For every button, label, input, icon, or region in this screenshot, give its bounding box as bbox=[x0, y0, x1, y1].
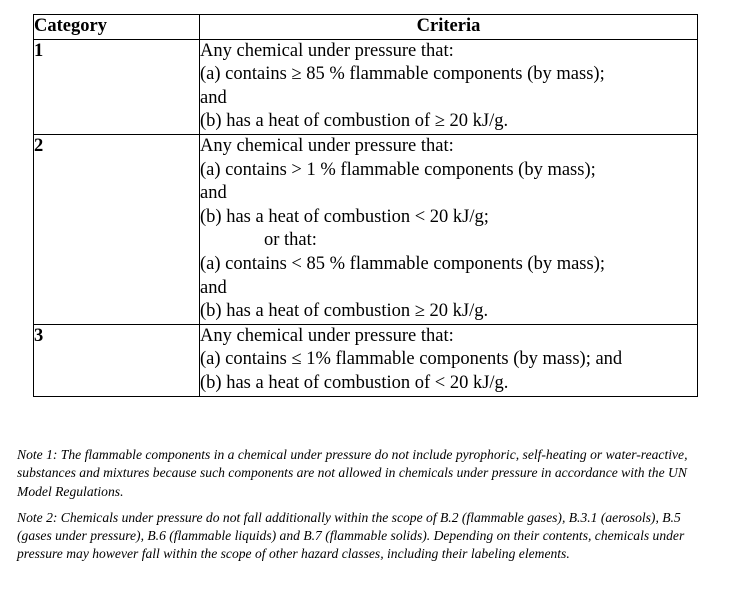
criteria-line: (b) has a heat of combustion of < 20 kJ/g. bbox=[200, 372, 509, 393]
category-cell: 1 bbox=[34, 39, 200, 134]
criteria-line: or that: bbox=[264, 230, 317, 251]
criteria-line: (a) contains ≤ 1% flammable components (by mass); and bbox=[200, 349, 623, 370]
criteria-table bbox=[33, 14, 698, 397]
header-criteria: Criteria bbox=[200, 15, 698, 40]
criteria-line: and bbox=[200, 277, 227, 298]
table-header-row bbox=[34, 15, 698, 40]
category-cell: 2 bbox=[34, 134, 200, 324]
note-2: Note 2: Chemicals under pressure do not fall additionally within the scope of B.2 (flammable gases), B.3.1 (aerosols), B.5 (gases under pressure), B.6 (flammable liquids) and B.7 (flammable solids). Depending on their contents, chemicals under pressure may however fall within the scope of other hazard classes, including their labeling elements. bbox=[17, 509, 685, 562]
criteria-line: (a) contains > 1 % flammable components (by mass); bbox=[200, 159, 596, 180]
criteria-line: Any chemical under pressure that: bbox=[200, 325, 454, 346]
table-row bbox=[34, 39, 698, 134]
criteria-line: (b) has a heat of combustion < 20 kJ/g; bbox=[200, 206, 489, 227]
criteria-line: Any chemical under pressure that: bbox=[200, 135, 454, 156]
criteria-line: and bbox=[200, 183, 227, 204]
criteria-line: and bbox=[200, 87, 227, 108]
notes-section bbox=[17, 446, 717, 572]
table-row bbox=[34, 324, 698, 396]
criteria-line: (b) has a heat of combustion ≥ 20 kJ/g. bbox=[200, 301, 489, 322]
header-category: Category bbox=[34, 15, 200, 40]
criteria-cell bbox=[200, 324, 698, 396]
criteria-cell bbox=[200, 134, 698, 324]
criteria-line: (a) contains ≥ 85 % flammable components (by mass); bbox=[200, 64, 605, 85]
category-cell: 3 bbox=[34, 324, 200, 396]
criteria-cell bbox=[200, 39, 698, 134]
criteria-line: Any chemical under pressure that: bbox=[200, 40, 454, 61]
note-1: Note 1: The flammable components in a chemical under pressure do not include pyrophoric, self-heating or water-reactive, substances and mixtures because such components are not allowed in chemicals under pressure in accordance with the UN Model Regulations. bbox=[17, 447, 688, 499]
table-row bbox=[34, 134, 698, 324]
criteria-line: (a) contains < 85 % flammable components (by mass); bbox=[200, 253, 605, 274]
criteria-line: (b) has a heat of combustion of ≥ 20 kJ/g. bbox=[200, 111, 509, 132]
